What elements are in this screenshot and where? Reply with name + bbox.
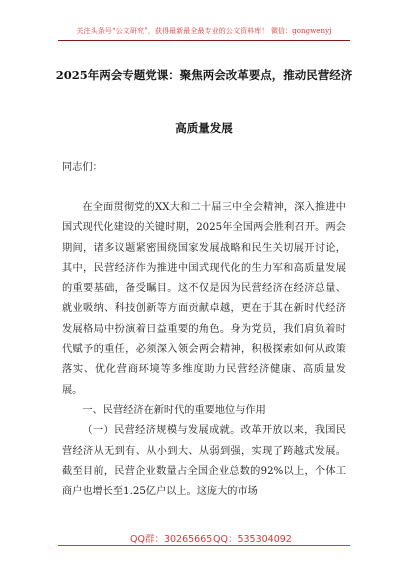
footer-qq-contact: QQ：535304092: [213, 534, 292, 545]
document-title-line-2: 高质量发展: [175, 121, 233, 135]
header-note: 关注头条号“公文研究”，获得最新最全最专业的公文资料库！ 微信：gongwenyj: [76, 27, 332, 35]
document-title-line-1: 2025年两会专题党课：聚焦两会改革要点，推动民营经济: [55, 68, 353, 82]
paragraph-intro: 在全面贯彻党的XX大和二十届三中全会精神，深入推进中国式现代化建设的关键时期，2025年全国两会胜利召开。两会期间，诸多议题紧密围绕国家发展战略和民生关切展开讨论，其中，民营经济作为推进中国式现代化的生力军和高质量发展的重要基础，备受瞩目。这不仅是因为民营经济在经济总量、就业吸纳、科技创新等方面贡献卓越，更在于其在新时代经济发展格局中扮演着日益重要的角色。身为党员，我们肩负着时代赋予的重任，必须深入领会两会精神，积极探索如何从政策落实、优化营商环境等多维度助力民营经济健康、高质量发展。: [62, 202, 346, 396]
greeting: [62, 158, 346, 178]
section-heading: 一、民营经济在新时代的重要地位与作用: [82, 404, 266, 416]
header-divider: [58, 40, 350, 41]
greeting-text: 同志们：: [62, 162, 103, 173]
footer-divider: [58, 545, 350, 546]
paragraph-subsection: （一）民营经济规模与发展成就。改革开放以来，我国民营经济从无到有、从小到大、从弱到强，实现了跨越式发展。截至目前，民营企业数量占全国企业总数的92%以上，个体工商户也增长至1.25亿户以上。这庞大的市场: [62, 425, 346, 498]
document-body: [62, 198, 346, 502]
footer-qq-group: QQ群：30265665: [130, 534, 213, 545]
